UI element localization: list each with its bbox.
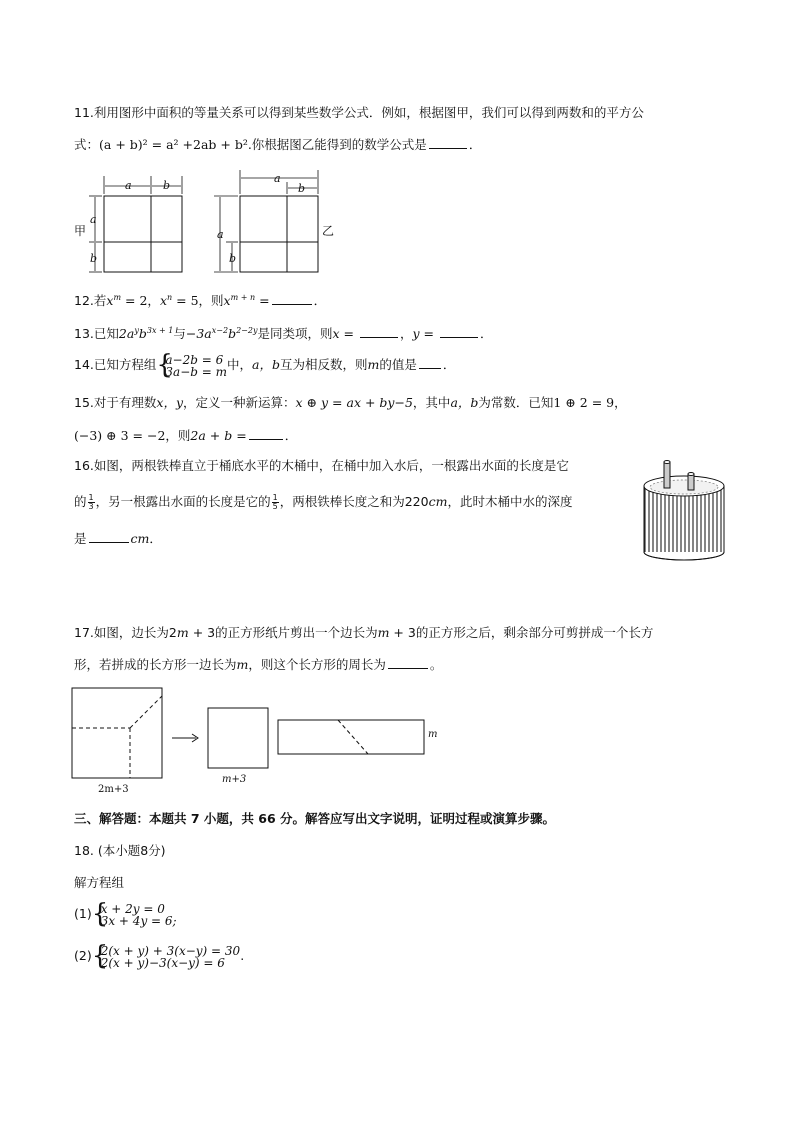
- fig-jia-left-a: a: [90, 213, 97, 226]
- q16-frac2-den: 5: [272, 502, 278, 511]
- q15-known2: (−3) ⊕ 3 = −2: [74, 428, 166, 443]
- figure-jia: [86, 176, 186, 276]
- q14-number: 14.: [74, 357, 94, 372]
- q12-var-x2: x: [159, 293, 167, 309]
- q16-frac2-num: 1: [272, 493, 278, 502]
- q17-figure: [70, 686, 450, 798]
- q15-line1: [74, 395, 627, 411]
- q18-p1-row2-wrap: [101, 915, 177, 927]
- q11-line1: [74, 105, 644, 121]
- q11-line2: [74, 136, 481, 153]
- fig-yi-left-a: a: [217, 228, 224, 241]
- q16-frac2: [272, 494, 279, 511]
- q13-sup2b: 2−2y: [236, 326, 258, 335]
- q13-term1: 2a: [118, 326, 135, 342]
- q14-row1: a−2b = 6: [165, 352, 224, 367]
- fig-yi-top-a: a: [274, 172, 281, 185]
- q16-line1: [74, 458, 569, 474]
- q15-op-def: x ⊕ y = ax + by−5: [295, 395, 413, 410]
- q18-p1-system: [91, 898, 177, 929]
- q18-prompt: 解方程组: [74, 875, 125, 890]
- q16-frac1-num: 1: [88, 493, 94, 502]
- q14-end: ．: [442, 357, 456, 372]
- q18-p2-end: .: [240, 948, 245, 963]
- q16-answer-blank: [89, 530, 129, 543]
- q15-number: 15.: [74, 395, 94, 410]
- q11-text: 利用图形中面积的等量关系可以得到某些数学公式．例如，根据图甲，我们可以得到两数和的平方公: [93, 105, 644, 120]
- q18-p1-label: (1): [74, 906, 92, 921]
- q15-text-e: ，则: [165, 428, 191, 443]
- q15-ab: a，b: [450, 395, 479, 410]
- q13-x-eq: x =: [332, 326, 358, 342]
- bucket-figure: [640, 458, 728, 562]
- q12-text: 若: [93, 293, 107, 309]
- q14-tail: 互为相反数，则: [279, 357, 368, 372]
- q11-text-prefix: 式：: [74, 137, 100, 152]
- fig-yi-top-b: b: [298, 182, 306, 195]
- q11-answer-blank: [429, 136, 467, 149]
- q13-line: [74, 323, 493, 342]
- q16-frac1: [88, 494, 95, 511]
- q14-m: m: [367, 357, 380, 372]
- q11-formula: (a + b)² = a² +2ab + b²: [99, 137, 248, 152]
- q14-ab: a，b: [252, 357, 280, 372]
- q12-eq1: = 2，: [121, 293, 160, 309]
- q13-tail: 是同类项，则: [257, 326, 333, 342]
- q14-line: [74, 349, 456, 380]
- section3-heading: 三、解答题：本题共 7 小题，共 66 分。解答应写出文字说明，证明过程或演算步骤。: [74, 811, 556, 826]
- q16-frac1-den: 3: [88, 502, 94, 511]
- q15-text-c: ，其中: [412, 395, 451, 410]
- q14-answer-blank: [419, 356, 441, 369]
- q13-y-blank: [440, 325, 478, 338]
- q13-x-blank: [360, 325, 398, 338]
- q17-line2: [74, 656, 442, 673]
- q17-text2a: 形，若拼成的长方形一边长为: [74, 657, 237, 672]
- q13-comma: ，: [399, 326, 413, 342]
- fig-jia-left-b: b: [90, 252, 98, 265]
- q14-mid: 中，: [227, 357, 253, 372]
- q11-number: 11.: [74, 105, 94, 120]
- q12-eq3: =: [255, 293, 270, 309]
- q15-line2: [74, 427, 297, 444]
- q14-system: [156, 349, 227, 380]
- fig-jia-label: 甲: [74, 224, 87, 238]
- q13-sup1b: 3x + 1: [146, 326, 174, 335]
- q15-text-a: 对于有理数: [93, 395, 157, 410]
- q17-text1c: + 3的正方形之后，剩余部分可剪拼成一个长方: [389, 625, 654, 640]
- q13-term1b: b: [138, 326, 147, 342]
- q16-line3: [74, 530, 162, 547]
- q18-p2-brace: {: [91, 940, 109, 971]
- q16-line2: [74, 494, 572, 511]
- q12-var-x3: x: [223, 293, 231, 309]
- fig-jia-top-a: a: [125, 179, 132, 192]
- q17-m2: m: [377, 625, 390, 640]
- q16-text2c: ，两根铁棒长度之和为220: [279, 494, 429, 509]
- q12-eq2: = 5，则: [172, 293, 224, 309]
- q18-part1: [74, 898, 177, 929]
- q16-text1: 如图，两根铁棒直立于桶底水平的木桶中，在桶中加入水后，一根露出水面的长度是它: [93, 458, 569, 473]
- q18-p2-label: (2): [74, 948, 92, 963]
- q15-ask: 2a + b =: [190, 428, 247, 443]
- q17-answer-blank: [388, 656, 428, 669]
- q12-end: ．: [313, 293, 327, 309]
- q15-text-d: 为常数．已知: [478, 395, 554, 410]
- q15-text-b: ，定义一种新运算：: [183, 395, 296, 410]
- q16-text2a: 的: [74, 494, 87, 509]
- q16-text2d: ，此时木桶中水的深度: [447, 494, 573, 509]
- q17-number: 17.: [74, 625, 94, 640]
- q17-line1: [74, 625, 653, 641]
- q16-unit1: cm: [428, 494, 448, 509]
- q12-exp-m: m: [113, 293, 122, 302]
- fig-jia-top-b: b: [163, 179, 171, 192]
- q18-p1-row2: 3x + 4y = 6: [100, 913, 173, 928]
- q13-mid: 与: [173, 326, 186, 342]
- q13-term2b: b: [228, 326, 237, 342]
- q11-text-suffix: .你根据图乙能得到的数学公式是: [247, 137, 427, 152]
- q18-part2: [74, 940, 245, 971]
- q16-text3a: 是: [74, 531, 87, 546]
- q14-row2: 3a−b = m: [165, 364, 227, 379]
- q13-sup1: y: [134, 326, 139, 335]
- q18-p2-system: [91, 940, 241, 971]
- q18-p2-row2: 2(x + y)−3(x−y) = 6: [100, 955, 225, 970]
- q15-end: ．: [284, 428, 298, 443]
- q11-end: ．: [468, 137, 482, 152]
- q17-end: 。: [429, 657, 443, 672]
- q16-number: 16.: [74, 458, 94, 473]
- q18-p2-row1: 2(x + y) + 3(x−y) = 30: [100, 943, 241, 958]
- q17-text1: 如图，边长为2: [93, 625, 177, 640]
- q12-exp-mn: m + n: [230, 293, 256, 302]
- q16-end: ．: [149, 531, 162, 546]
- q14-brace: {: [156, 349, 173, 380]
- q18-p1-brace: {: [91, 898, 109, 929]
- q13-sup2: x−2: [211, 326, 229, 335]
- q18-p1-row1: x + 2y = 0: [100, 901, 165, 916]
- q17-text2b: ，则这个长方形的周长为: [248, 657, 386, 672]
- fig-yi-label: 乙: [322, 224, 335, 238]
- q17-m1: m: [176, 625, 189, 640]
- q13-number: 13.: [74, 326, 94, 342]
- q17-text1b: + 3的正方形纸片剪出一个边长为: [188, 625, 378, 640]
- figure-yi: [214, 170, 324, 276]
- fig-yi-left-b: b: [229, 252, 237, 265]
- q12-line: [74, 290, 326, 309]
- q13-y-eq: y =: [412, 326, 438, 342]
- q13-text: 已知: [93, 326, 119, 342]
- q15-xy: x，y: [156, 395, 184, 410]
- q13-end: ．: [479, 326, 493, 342]
- q12-exp-n: n: [167, 293, 173, 302]
- q14-text: 已知方程组: [93, 357, 157, 372]
- q16-text2b: ，另一根露出水面的长度是它的: [95, 494, 271, 509]
- q17-label-small: m+3: [222, 774, 247, 785]
- q18-title: 18. (本小题8分): [74, 843, 166, 858]
- q13-term2: −3a: [185, 326, 212, 342]
- q12-number: 12.: [74, 293, 94, 309]
- q14-tail2: 的值是: [379, 357, 417, 372]
- q17-m3: m: [236, 657, 249, 672]
- q18-p1-end: ;: [172, 913, 177, 928]
- q16-unit2: cm: [130, 531, 150, 546]
- q17-label-big: 2m+3: [98, 784, 129, 795]
- q17-label-rect: m: [428, 729, 438, 740]
- q15-known1: 1 ⊕ 2 = 9，: [553, 395, 627, 410]
- q12-var-x1: x: [106, 293, 114, 309]
- q15-answer-blank: [249, 427, 283, 440]
- q12-answer-blank: [272, 292, 312, 305]
